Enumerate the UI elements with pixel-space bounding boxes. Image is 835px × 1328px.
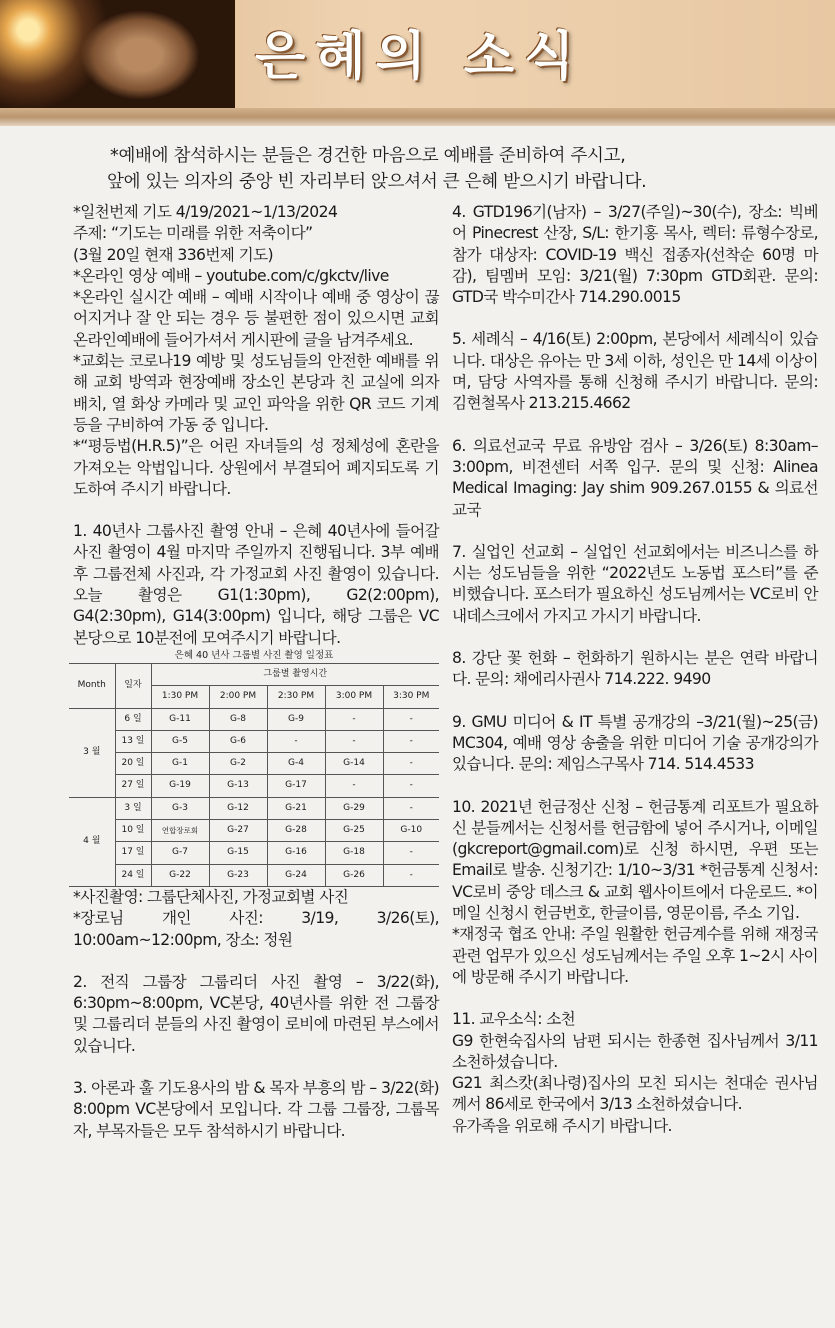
group-cell: G-7 [151, 842, 209, 864]
group-cell: G-17 [267, 775, 325, 797]
table-row [69, 730, 439, 752]
group-cell: G-29 [325, 797, 383, 819]
announcement-text: *재정국 협조 안내: 주일 원활한 헌금계수를 위해 재정국 관련 업무가 있으신 성도님께서는 주일 오후 1~2시 사이에 방문해 주시기 바랍니다. [452, 925, 818, 986]
group-cell: G-13 [209, 775, 267, 797]
announcement-item-10: 10. 2021년 헌금정산 신청 – 헌금통계 리포트가 필요하신 분들께서는 신청서를 헌금함에 넣어 주시거나, 이메일(gkcreport@gmail.com)로 신청 하시면, 우편 또는 Email로 발송. 신청기간: 1/10~3/31 *헌금통계 신청서: VC로비 중앙 데스크 & 교회 웹사이트에서 다운로드. *이메일 신청시 헌금번호, 한글이름, 영문이름, 주소 기입. [452, 797, 818, 923]
group-cell: G-19 [151, 775, 209, 797]
group-cell: - [383, 775, 439, 797]
announcement-text: *온라인 영상 예배 – youtube.com/c/gkctv/live [73, 266, 389, 285]
announcement-text: *교회는 코로나19 예방 및 성도님들의 안전한 예배를 위해 교회 방역과 현장예배 장소인 본당과 친 교실에 의자 배치, 열 화상 카메라 및 교인 파악을 위한 QR 코드 기계 등을 구비하여 가동 중 입니다. [73, 352, 439, 434]
group-cell: G-11 [151, 708, 209, 730]
announcement-item-2: 2. 전직 그룹장 그룹리더 사진 촬영 – 3/22(화), 6:30pm~8:00pm, VC본당, 40년사를 위한 전 그룹장 및 그룹리더 분들의 사진 촬영이 로비에 마련된 부스에서 있습니다. [73, 972, 439, 1055]
month-cell: 4 월 [69, 797, 115, 886]
praying-hands-candle-image [0, 0, 235, 108]
group-cell: G-28 [267, 820, 325, 842]
announcement-text: *“평등법(H.R.5)”은 어린 자녀들의 성 정체성에 혼란을 가져오는 악법입니다. 상원에서 부결되어 폐지되도록 기도하여 주시기 바랍니다. [73, 437, 439, 498]
group-cell: G-2 [209, 753, 267, 775]
group-cell: G-21 [267, 797, 325, 819]
group-cell: 연합장로회 [151, 820, 209, 842]
group-cell: G-27 [209, 820, 267, 842]
announcement-text: 주제: “기도는 미래를 위한 저축이다” [73, 224, 313, 243]
time-header: 2:00 PM [209, 686, 267, 708]
announcement-text: (3월 20일 현재 336번제 기도) [73, 245, 274, 264]
time-header: 3:00 PM [325, 686, 383, 708]
group-cell: - [383, 708, 439, 730]
group-cell: G-6 [209, 730, 267, 752]
announcement-item-4: 4. GTD196기(남자) – 3/27(주일)~30(수), 장소: 빅베어 Pinecrest 산장, S/L: 한기홍 목사, 렉터: 류형수장로, 참가 대상자: COVID-19 백신 접종자(선착순 60명 마감), 팀멤버 모임: 3/21(월) 7:30pm GTD회관. 문의: GTD국 박수미간사 714.290.0015 [452, 203, 818, 307]
group-cell: G-12 [209, 797, 267, 819]
announcement-item-3: 3. 아론과 훌 기도용사의 밤 & 목자 부흥의 밤 – 3/22(화) 8:00pm VC본당에서 모입니다. 각 그룹 그룹장, 그룹목자, 부목자들은 모두 참석하시기 바랍니다. [73, 1078, 439, 1140]
day-cell: 13 일 [115, 730, 151, 752]
photo-schedule [69, 649, 439, 887]
group-cell: - [383, 730, 439, 752]
announcement-item-7: 7. 실업인 선교회 – 실업인 선교회에서는 비즈니스를 하시는 성도님들을 위한 “2022년도 노동법 포스터”를 준비했습니다. 포스터가 필요하신 성도님께서는 VC로비 안내데스크에서 가지고 가시기 바랍니다. [452, 542, 818, 625]
group-cell: G-18 [325, 842, 383, 864]
announcement-text: 유가족을 위로해 주시기 바랍니다. [452, 1116, 672, 1135]
announcement-item-1: 1. 40년사 그룹사진 촬영 안내 – 은혜 40년사에 들어갈 사진 촬영이 4월 마지막 주일까지 진행됩니다. 3부 예배 후 그룹전체 사진과, 각 가정교회 사진 촬영이 있습니다. 오늘 촬영은 G1(1:30pm), G2(2:00pm), G4(2:30pm), G14(3:00pm) 입니다, 해당 그룹은 VC본당으로 10분전에 모여주시기 바랍니다. [73, 522, 439, 647]
group-cell: G-25 [325, 820, 383, 842]
group-cell: - [267, 730, 325, 752]
table-row [69, 797, 439, 819]
announcement-item-8: 8. 강단 꽃 헌화 – 헌화하기 원하시는 분은 연락 바랍니다. 문의: 채에리사권사 714.222. 9490 [452, 649, 818, 689]
table-row [69, 864, 439, 886]
header-day: 일자 [115, 663, 151, 708]
day-cell: 27 일 [115, 775, 151, 797]
table-row [69, 775, 439, 797]
month-cell: 3 월 [69, 708, 115, 797]
table-row [69, 842, 439, 864]
header-banner [0, 0, 835, 108]
announcement-text: G21 최스캇(최나령)집사의 모친 되시는 천대순 권사님께서 86세로 한국에서 3/13 소천하셨습니다. [452, 1074, 818, 1114]
left-column [73, 202, 439, 1142]
intro-line: *예배에 참석하시는 분들은 경건한 마음으로 예배를 준비하여 주시고, [110, 146, 626, 166]
group-cell: - [325, 775, 383, 797]
group-cell: G-16 [267, 842, 325, 864]
group-cell: - [383, 842, 439, 864]
group-cell: - [383, 864, 439, 886]
group-cell: - [325, 730, 383, 752]
announcement-text: *일천번제 기도 4/19/2021~1/13/2024 [73, 203, 338, 221]
group-cell: G-5 [151, 730, 209, 752]
header-divider [0, 108, 835, 126]
day-cell: 24 일 [115, 864, 151, 886]
time-header: 2:30 PM [267, 686, 325, 708]
announcement-text: G9 한현숙집사의 남편 되시는 한종현 집사님께서 3/11 소천하셨습니다. [452, 1031, 818, 1071]
announcement-item-9: 9. GMU 미디어 & IT 특별 공개강의 –3/21(월)~25(금) MC304, 예배 영상 송출을 위한 미디어 기술 공개강의가 있습니다. 문의: 제임스구목사 714. 514.4533 [452, 712, 818, 774]
praying-hands-icon [80, 10, 200, 100]
right-column [452, 202, 818, 1137]
group-cell: G-14 [325, 753, 383, 775]
table-caption: 은혜 40 년사 그룹별 사진 촬영 일정표 [174, 649, 334, 661]
group-cell: G-1 [151, 753, 209, 775]
group-cell: - [383, 753, 439, 775]
intro-line: 앞에 있는 의자의 중앙 빈 자리부터 앉으셔서 큰 은혜 받으시기 바랍니다. [107, 172, 647, 192]
announcement-item-5: 5. 세례식 – 4/16(토) 2:00pm, 본당에서 세례식이 있습니다. 대상은 유아는 만 3세 이하, 성인은 만 14세 이상이며, 담당 사역자를 통해 신청해 주시기 바랍니다. 문의: 김현철목사 213.215.4662 [452, 330, 818, 413]
group-cell: G-3 [151, 797, 209, 819]
group-cell: G-24 [267, 864, 325, 886]
table-row [69, 820, 439, 842]
announcement-item-6: 6. 의료선교국 무료 유방암 검사 – 3/26(토) 8:30am–3:00pm, 비젼센터 서쪽 입구. 문의 및 신청: Alinea Medical Imaging: Jay shim 909.267.0155 & 의료선교국 [452, 436, 818, 519]
group-cell: - [325, 708, 383, 730]
intro-notice [107, 143, 750, 195]
header-month: Month [69, 663, 115, 708]
group-cell: G-15 [209, 842, 267, 864]
day-cell: 6 일 [115, 708, 151, 730]
group-cell: - [383, 797, 439, 819]
announcement-text: *사진촬영: 그룹단체사진, 가정교회별 사진 [73, 887, 349, 906]
group-cell: G-23 [209, 864, 267, 886]
group-cell: G-9 [267, 708, 325, 730]
group-cell: G-22 [151, 864, 209, 886]
photo-schedule-table [69, 663, 439, 887]
announcement-text: *온라인 실시간 예배 – 예배 시작이나 예배 중 영상이 끊어지거나 잘 안 되는 경우 등 불편한 점이 있으시면 교회 온라인예배에 들어가셔서 게시판에 글을 남겨주세요. [73, 288, 439, 349]
time-header: 3:30 PM [383, 686, 439, 708]
group-cell: G-26 [325, 864, 383, 886]
header-group-times: 그룹별 촬영시간 [151, 663, 439, 685]
table-row [69, 753, 439, 775]
group-cell: G-8 [209, 708, 267, 730]
time-header: 1:30 PM [151, 686, 209, 708]
day-cell: 20 일 [115, 753, 151, 775]
day-cell: 10 일 [115, 820, 151, 842]
day-cell: 3 일 [115, 797, 151, 819]
group-cell: G-4 [267, 753, 325, 775]
day-cell: 17 일 [115, 842, 151, 864]
announcement-item-11-title: 11. 교우소식: 소천 [452, 1010, 576, 1029]
group-cell: G-10 [383, 820, 439, 842]
announcement-text: *장로님 개인 사진: 3/19, 3/26(토), 10:00am~12:00pm, 장소: 정원 [73, 909, 439, 949]
page-title: 은혜의 소식 [255, 26, 585, 87]
table-row [69, 708, 439, 730]
